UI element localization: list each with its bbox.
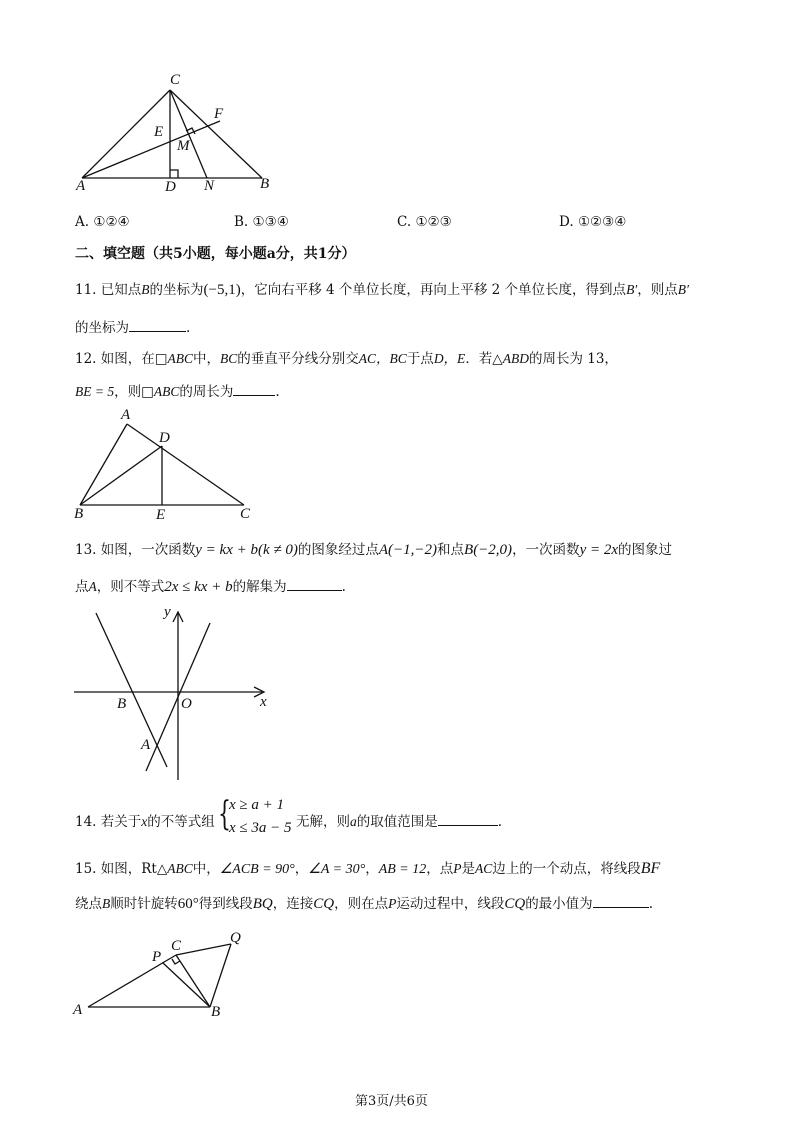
q12-text: ．若△	[465, 351, 503, 367]
option-letter: A.	[75, 214, 90, 230]
q15-angle: 60°	[177, 896, 199, 912]
fig2-label-E: E	[156, 507, 166, 523]
q15-text: 中，	[192, 861, 220, 877]
option-text: ①②④	[93, 214, 130, 230]
fig3-label-B: B	[117, 696, 127, 712]
q14-text: 无解，则	[296, 814, 350, 830]
fig4-label-A: A	[73, 1002, 83, 1018]
q15-text: 得到线段	[198, 896, 253, 912]
q13-text: 13. 如图，一次函数	[75, 542, 196, 558]
q13-text: .	[341, 579, 346, 595]
q15-var: P	[453, 861, 462, 876]
fig4-label-C: C	[171, 938, 182, 954]
q12-var: BC	[220, 351, 238, 366]
q15-angle: ∠A = 30°	[308, 862, 366, 877]
q14-text: 14. 若关于	[75, 814, 142, 830]
q11-coord: (−5,1)	[203, 282, 241, 298]
q15-var: CQ	[313, 896, 335, 912]
q11-text: .	[186, 320, 191, 336]
q12-text: 的周长为 13，	[528, 351, 618, 367]
fig2-label-A: A	[121, 407, 131, 423]
q13-text: 和点	[437, 542, 465, 558]
q15-text: 边上的一个动点，将线段	[492, 861, 641, 877]
q12-text: 于点	[406, 351, 434, 367]
page-footer: 第3页/共6页	[355, 1094, 428, 1109]
fig3-label-A: A	[141, 737, 151, 753]
q13-text: 的图象经过点	[297, 542, 379, 558]
option-letter: D.	[559, 214, 574, 230]
fig4-label-Q: Q	[230, 930, 241, 946]
fig1-label-C: C	[170, 72, 181, 88]
fig2-label-D: D	[159, 430, 170, 446]
q11-text: ，则点	[637, 282, 678, 298]
fig1-label-N: N	[204, 178, 215, 194]
fig1-label-M: M	[177, 138, 190, 154]
q15-text: ，则在点	[334, 896, 389, 912]
q14-text: 的取值范围是	[356, 814, 438, 830]
fig4-label-B: B	[211, 1004, 221, 1020]
q15-var: P	[388, 896, 397, 911]
q11-text: 的坐标为	[75, 320, 129, 336]
q11-var-bprime: B′	[626, 282, 638, 297]
q15-text: ，连接	[272, 896, 314, 912]
q13-text: ，一次函数	[512, 542, 580, 558]
q15-text: ，点	[426, 861, 454, 877]
q15-text: 15. 如图，Rt△	[75, 861, 168, 877]
q15-text: 绕点	[75, 896, 102, 912]
option-text: ①③④	[252, 214, 289, 230]
q14-ineq-1: x ≥ a + 1	[229, 797, 285, 813]
q14-ineq-2: x ≤ 3a − 5	[229, 820, 292, 836]
q15-angle: ∠ACB = 90°	[219, 862, 295, 877]
q13-text: ，则不等式	[96, 579, 165, 595]
q15-text: 的最小值为	[525, 896, 593, 912]
q13-inequality: 2x ≤ kx + b	[164, 579, 233, 595]
option-letter: C.	[397, 214, 412, 230]
q14-text: .	[497, 814, 503, 830]
q12-var: ABD	[502, 351, 529, 366]
q13-text: 点	[75, 579, 89, 595]
q15-var: BQ	[252, 896, 273, 912]
fig2-label-C: C	[240, 506, 251, 522]
fig3-label-y: y	[164, 604, 171, 620]
q15-var: ABC	[167, 861, 193, 876]
fig1-label-E: E	[154, 124, 164, 140]
section-2-heading: 二、填空题（共5小题，每小题a分，共1分）	[75, 246, 356, 262]
q14-var: a	[350, 814, 357, 829]
q12-var: BE = 5	[75, 384, 115, 399]
q11-text: ，它向右平移 4 个单位长度，再向上平移 2 个单位长度，得到点	[240, 282, 627, 298]
q13-formula: y = 2x	[579, 542, 618, 558]
q15-var: BF	[640, 860, 661, 877]
q11-text: 11. 已知点	[75, 282, 142, 298]
q15-var: AC	[475, 861, 493, 876]
fig1-label-B: B	[260, 176, 270, 192]
q13-point-b: B(−2,0)	[464, 542, 513, 558]
option-letter: B.	[234, 214, 249, 230]
fig1-label-D: D	[165, 179, 176, 195]
q12-text: 的周长为	[179, 384, 234, 400]
fig3-label-O: O	[181, 696, 192, 712]
q13-var: A	[88, 579, 97, 594]
q13-point-a: A(−1,−2)	[378, 542, 438, 558]
q12-text: .	[275, 384, 280, 400]
q12-text: 12. 如图，在□	[75, 351, 168, 367]
q15-text: 是	[461, 861, 475, 877]
q15-text: 顺时针旋转	[110, 896, 178, 912]
option-text: ①②③④	[577, 214, 627, 230]
fig1-label-A: A	[76, 178, 86, 194]
q11-var-bprime: B′	[677, 282, 689, 297]
q15-text: ，	[365, 861, 379, 877]
q11-var-b: B	[141, 282, 150, 297]
q13-formula: (k ≠ 0)	[257, 542, 298, 558]
q12-text: 中，	[193, 351, 221, 367]
option-text: ①②③	[415, 214, 452, 230]
q12-var: D，E	[433, 351, 466, 366]
q15-text: .	[648, 896, 653, 912]
q15-var: CQ	[504, 896, 526, 912]
fig4-label-P: P	[152, 949, 162, 965]
q12-var: ABC	[153, 384, 180, 399]
fig2-label-B: B	[74, 506, 84, 522]
q12-var: ABC	[167, 351, 194, 366]
q13-text: 的图象过	[618, 542, 672, 558]
q13-formula: y = kx + b	[195, 542, 258, 558]
q15-var: B	[102, 896, 111, 911]
fig1-label-F: F	[214, 106, 224, 122]
q15-text: ，	[294, 861, 309, 877]
q14-brace: {	[218, 794, 231, 834]
q11-text: 的坐标为	[149, 282, 204, 298]
q12-var: AC，BC	[358, 351, 407, 366]
q12-text: ，则□	[114, 384, 154, 400]
fig3-label-x: x	[260, 694, 267, 710]
q12-text: 的垂直平分线分别交	[237, 351, 359, 367]
q14-text: 的不等式组	[147, 814, 215, 830]
q15-text: 运动过程中，线段	[396, 896, 505, 912]
q14-var: x	[141, 814, 148, 829]
q13-text: 的解集为	[232, 579, 287, 595]
q15-length: AB = 12	[378, 862, 427, 877]
